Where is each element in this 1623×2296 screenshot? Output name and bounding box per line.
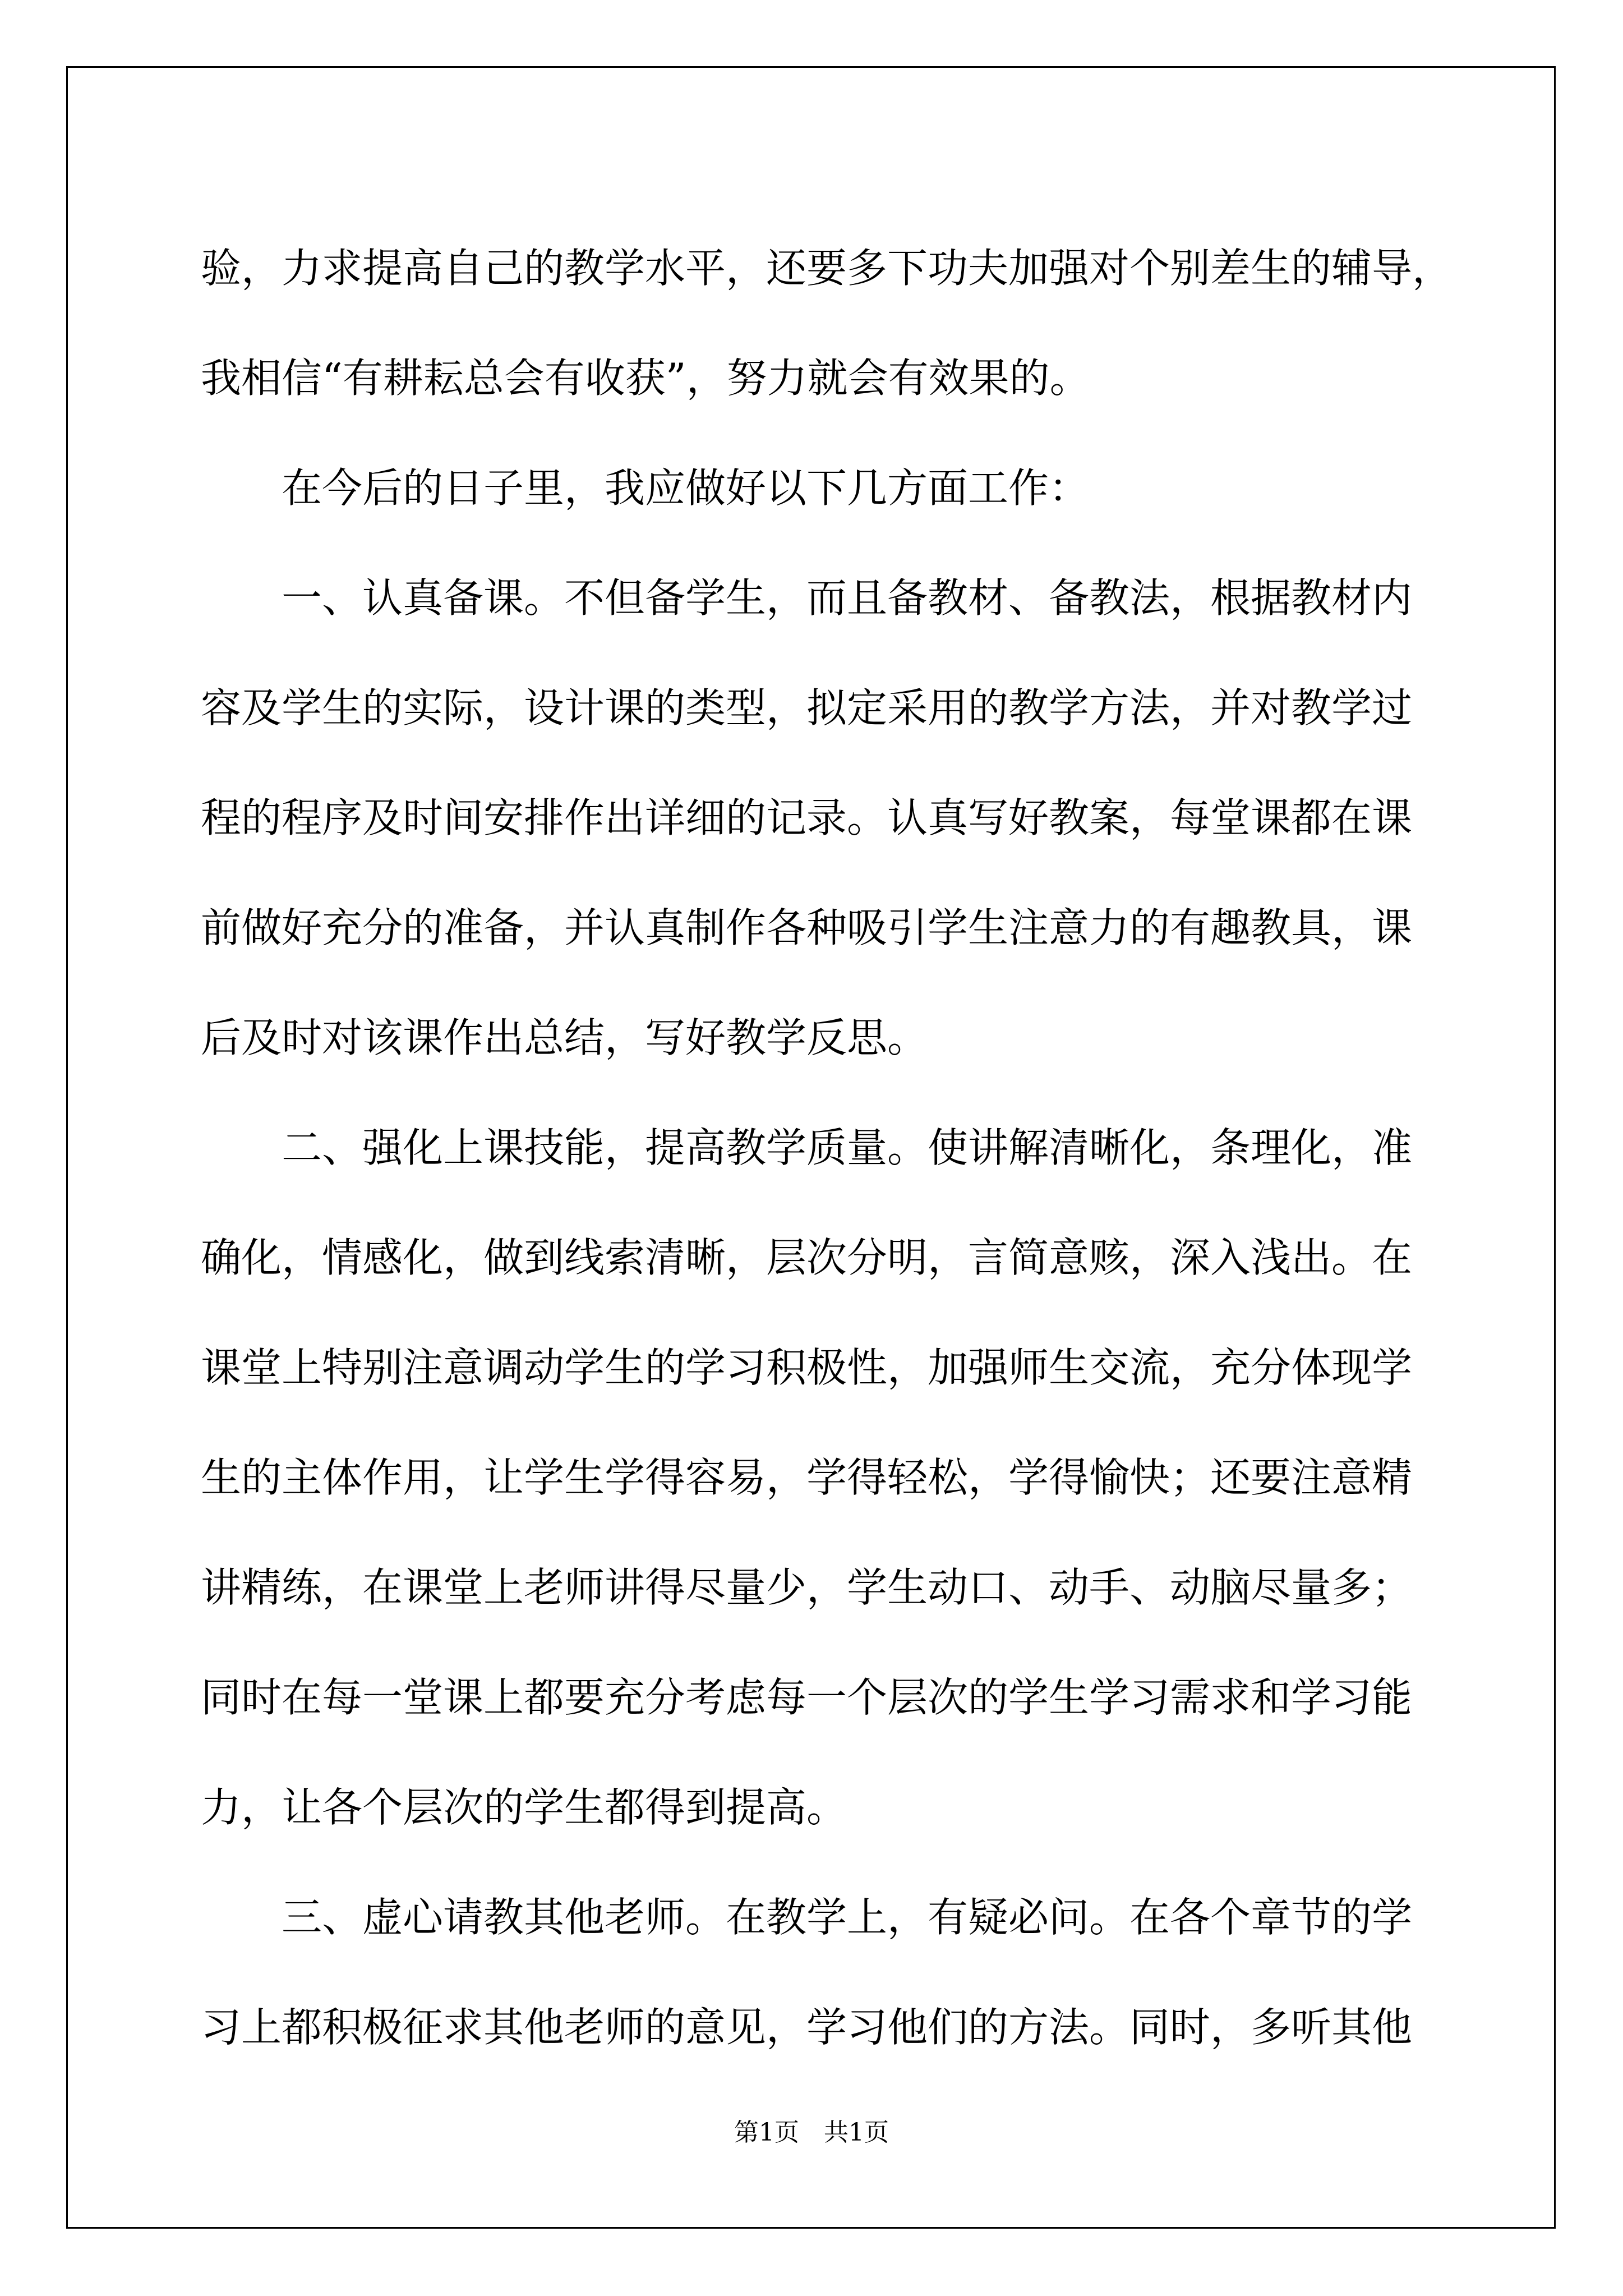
text-line: 在今后的日子里，我应做好以下几方面工作： (201, 464, 1090, 512)
text-line: 前做好充分的准备，并认真制作各种吸引学生注意力的有趣教具，课 (201, 904, 1413, 951)
text-line: 容及学生的实际，设计课的类型，拟定采用的教学方法，并对教学过 (201, 684, 1413, 731)
text-line: 生的主体作用，让学生学得容易，学得轻松，学得愉快；还要注意精 (201, 1454, 1413, 1501)
text-line: 我相信“有耕耘总会有收获”，努力就会有效果的。 (201, 355, 1090, 402)
text-line: 力，让各个层次的学生都得到提高。 (201, 1784, 847, 1831)
text-line: 程的程序及时间安排作出详细的记录。认真写好教案，每堂课都在课 (201, 794, 1413, 841)
text-line: 二、强化上课技能，提高教学质量。使讲解清晰化，条理化，准 (201, 1124, 1413, 1171)
text-line: 三、虚心请教其他老师。在教学上，有疑必问。在各个章节的学 (201, 1894, 1413, 1941)
text-line: 一、认真备课。不但备学生，而且备教材、备教法，根据教材内 (201, 574, 1413, 622)
text-line: 讲精练，在课堂上老师讲得尽量少，学生动口、动手、动脑尽量多； (201, 1564, 1413, 1611)
text-line: 同时在每一堂课上都要充分考虑每一个层次的学生学习需求和学习能 (201, 1674, 1413, 1721)
document-body (201, 213, 1453, 2082)
text-line: 验，力求提高自己的教学水平，还要多下功夫加强对个别差生的辅导， (201, 245, 1453, 292)
text-line: 习上都积极征求其他老师的意见，学习他们的方法。同时，多听其他 (201, 2004, 1413, 2051)
text-line: 后及时对该课作出总结，写好教学反思。 (201, 1014, 928, 1061)
text-line: 课堂上特别注意调动学生的学习积极性，加强师生交流，充分体现学 (201, 1344, 1413, 1391)
page-number: 第1页 共1页 (734, 2118, 889, 2147)
text-line: 确化，情感化，做到线索清晰，层次分明，言简意赅，深入浅出。在 (201, 1234, 1413, 1281)
